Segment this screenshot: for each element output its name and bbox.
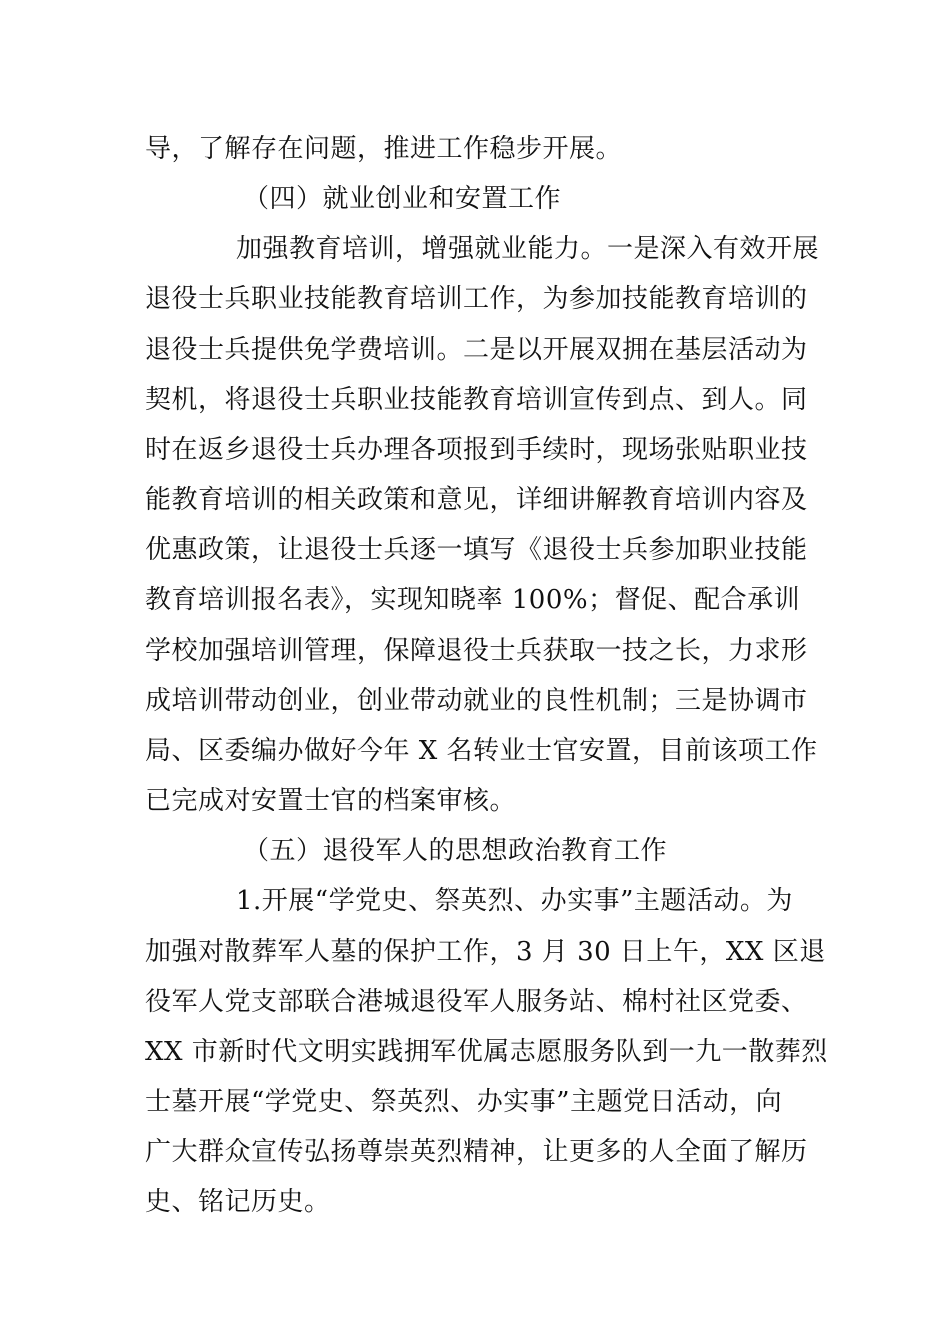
body-text-line: 契机，将退役士兵职业技能教育培训宣传到点、到人。同 xyxy=(145,385,808,415)
body-text-line: 导，了解存在问题，推进工作稳步开展。 xyxy=(145,134,623,164)
body-text-line: 役军人党支部联合港城退役军人服务站、棉村社区党委、 xyxy=(145,987,808,1017)
paragraph-first-line: 加强教育培训，增强就业能力。一是深入有效开展 xyxy=(236,234,820,264)
body-text-line: 成培训带动创业，创业带动就业的良性机制；三是协调市 xyxy=(145,686,808,716)
body-text-line: 学校加强培训管理，保障退役士兵获取一技之长，力求形 xyxy=(145,636,808,666)
body-text-line: 退役士兵职业技能教育培训工作，为参加技能教育培训的 xyxy=(145,284,808,314)
body-text-line: 加强对散葬军人墓的保护工作，3 月 30 日上午，XX 区退 xyxy=(145,937,826,967)
body-text-line: 能教育培训的相关政策和意见，详细讲解教育培训内容及 xyxy=(145,485,808,515)
body-text-line: 史、铭记历史。 xyxy=(145,1187,331,1217)
body-text-line: XX 市新时代文明实践拥军优属志愿服务队到一九一散葬烈 xyxy=(145,1037,828,1067)
body-text-line: 广大群众宣传弘扬尊崇英烈精神，让更多的人全面了解历 xyxy=(145,1137,808,1167)
paragraph-first-line: 1.开展“学党史、祭英烈、办实事”主题活动。为 xyxy=(236,886,793,916)
body-text-line: 教育培训报名表》，实现知晓率 100%；督促、配合承训 xyxy=(145,585,801,615)
body-text-line: 局、区委编办做好今年 X 名转业士官安置，目前该项工作 xyxy=(145,736,818,766)
body-text-line: 优惠政策，让退役士兵逐一填写《退役士兵参加职业技能 xyxy=(145,535,808,565)
section-heading-4: （四）就业创业和安置工作 xyxy=(243,184,562,214)
section-heading-5: （五）退役军人的思想政治教育工作 xyxy=(243,836,668,866)
body-text-line: 已完成对安置士官的档案审核。 xyxy=(145,786,517,816)
body-text-line: 士墓开展“学党史、祭英烈、办实事”主题党日活动，向 xyxy=(145,1087,783,1117)
body-text-line: 退役士兵提供免学费培训。二是以开展双拥在基层活动为 xyxy=(145,335,808,365)
body-text-line: 时在返乡退役士兵办理各项报到手续时，现场张贴职业技 xyxy=(145,435,808,465)
